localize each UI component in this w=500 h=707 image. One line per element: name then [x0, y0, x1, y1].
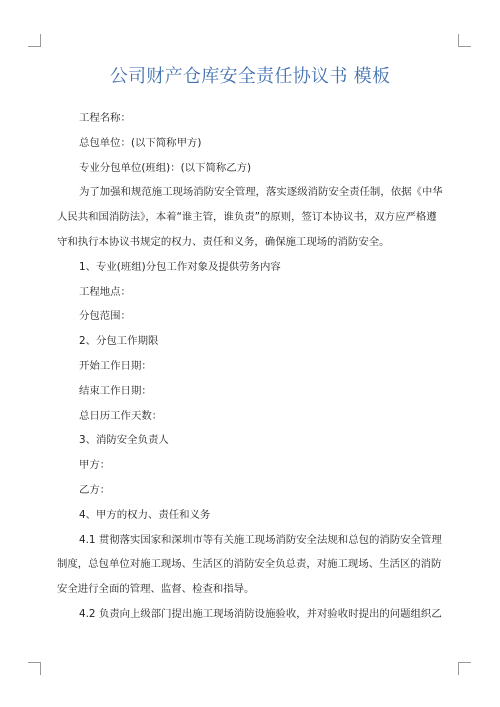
field-party-b: 乙方： [79, 483, 111, 496]
corner-mark-top-left [28, 34, 41, 47]
document-body [57, 106, 449, 627]
clause-4-2-line-1: 4.2 负责向上级部门提出施工现场消防设施验收，并对验收时提出的问题组织乙 [79, 607, 442, 620]
field-start-date: 开始工作日期： [79, 359, 152, 372]
field-general-contractor: 总包单位：(以下简称甲方) [79, 136, 202, 149]
clause-4-1-line-1: 4.1 贯彻落实国家和深圳市等有关施工现场消防安全法规和总包的消防安全管理 [79, 533, 442, 546]
section-heading-1: 1、专业(班组)分包工作对象及提供劳务内容 [79, 260, 281, 273]
corner-mark-top-right [458, 34, 471, 47]
field-project-location: 工程地点： [79, 285, 131, 298]
field-total-days: 总日历工作天数： [79, 409, 163, 422]
field-end-date: 结束工作日期： [79, 384, 152, 397]
field-subcontractor: 专业分包单位(班组)：(以下简称乙方) [79, 161, 252, 174]
section-heading-3: 3、消防安全负责人 [79, 434, 169, 447]
section-heading-2: 2、分包工作期限 [79, 335, 159, 348]
field-party-a: 甲方： [79, 459, 111, 472]
field-subcontract-scope: 分包范围： [79, 310, 131, 323]
paragraph-intro-line-1: 为了加强和规范施工现场消防安全管理，落实逐级消防安全责任制，依据《中华 [79, 186, 443, 199]
paragraph-intro-line-3: 守和执行本协议书规定的权力、责任和义务，确保施工现场的消防安全。 [57, 235, 390, 248]
corner-mark-bottom-right [458, 662, 471, 675]
paragraph-intro-line-2: 人民共和国消防法》，本着“谁主管，谁负责”的原则，签订本协议书，双方应严格遵 [57, 211, 437, 224]
clause-4-1-line-3: 安全进行全面的管理、监督、检查和指导。 [57, 583, 255, 596]
clause-4-1-line-2: 制度，总包单位对施工现场、生活区的消防安全负总责，对施工现场、生活区的消防 [57, 558, 442, 571]
field-project-name: 工程名称： [79, 112, 131, 124]
document-title: 公司财产仓库安全责任协议书 模板 [109, 66, 391, 87]
section-heading-4: 4、甲方的权力、责任和义务 [79, 508, 211, 521]
corner-mark-bottom-left [28, 662, 41, 675]
